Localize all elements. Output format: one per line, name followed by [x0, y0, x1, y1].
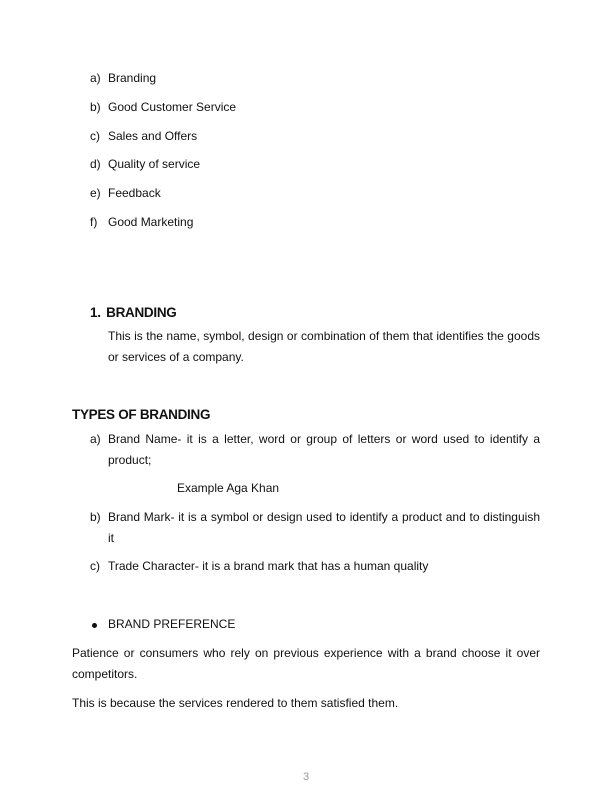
list-marker: f)	[90, 215, 98, 229]
section-title: BRANDING	[106, 305, 177, 320]
intro-list-item	[90, 97, 540, 118]
list-text: Trade Character- it is a brand mark that has a human quality	[108, 559, 429, 573]
intro-list-item	[90, 154, 540, 175]
intro-list-item	[90, 212, 540, 233]
section-number: 1.	[90, 305, 101, 320]
list-marker: b)	[90, 100, 101, 114]
list-marker: e)	[90, 186, 101, 200]
list-marker: b)	[90, 510, 101, 524]
list-marker: a)	[90, 71, 101, 85]
intro-list-item	[90, 183, 540, 204]
list-text: Branding	[108, 71, 157, 85]
intro-list-item	[90, 126, 540, 147]
intro-list-item	[90, 68, 540, 89]
list-text: Feedback	[108, 186, 161, 200]
preference-paragraph: Patience or consumers who rely on previous experience with a brand choose it over competitors.	[72, 646, 540, 681]
list-text: Brand Name- it is a letter, word or group of letters or word used to identify a product;	[108, 432, 540, 467]
types-heading: TYPES OF BRANDING	[72, 407, 211, 422]
types-list-item	[90, 429, 540, 467]
list-text: Brand Mark- it is a symbol or design used to identify a product and to distinguish it	[108, 510, 540, 545]
list-text: Good Marketing	[108, 215, 194, 229]
page-number: 3	[302, 771, 310, 783]
list-marker: c)	[90, 559, 100, 573]
bullet-text: BRAND PREFERENCE	[108, 617, 236, 631]
preference-paragraph: This is because the services rendered to them satisfied them.	[72, 696, 399, 710]
list-marker: a)	[90, 432, 101, 446]
types-list-item	[90, 556, 540, 577]
list-marker: d)	[90, 157, 101, 171]
list-text: Sales and Offers	[108, 129, 198, 143]
types-list-item	[90, 507, 540, 545]
list-marker: c)	[90, 129, 100, 143]
bullet-icon	[92, 623, 97, 628]
section-body: This is the name, symbol, design or combination of them that identifies the goods or services of a company.	[108, 329, 540, 364]
list-text: Quality of service	[108, 157, 201, 171]
example-text: Example Aga Khan	[177, 481, 280, 495]
list-text: Good Customer Service	[108, 100, 237, 114]
section-heading	[90, 305, 176, 320]
